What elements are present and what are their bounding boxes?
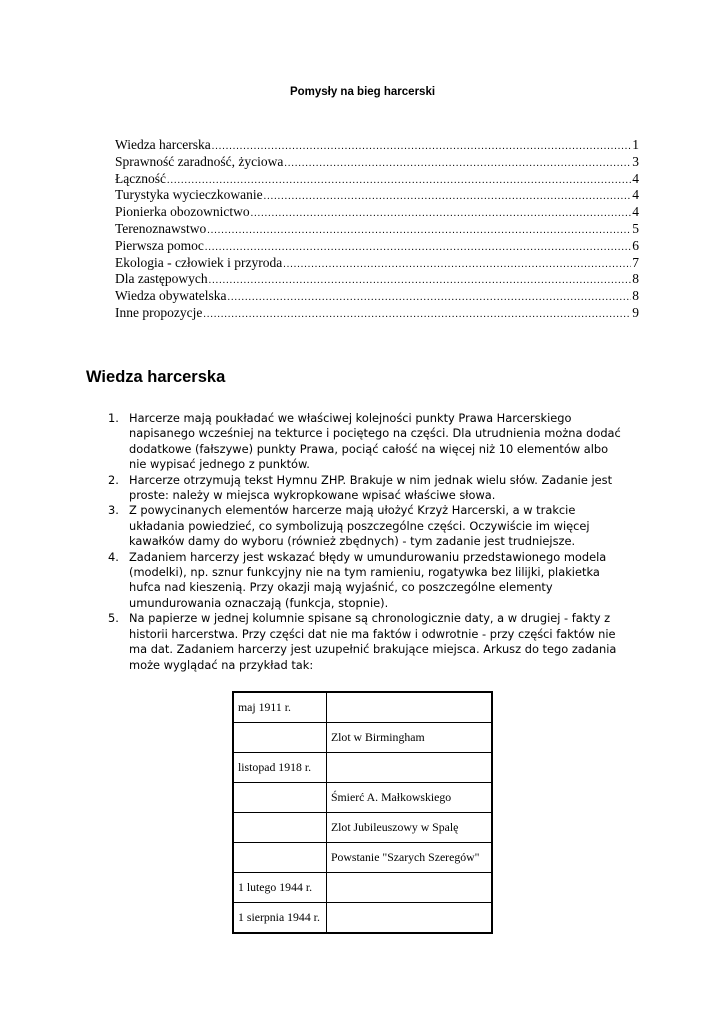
table-row [233,783,492,813]
list-item-number: 3. [108,503,119,518]
fact-cell: Śmierć A. Małkowskiego [326,783,492,813]
toc-leader-dots [207,223,631,240]
fact-cell [326,692,492,723]
toc-entry[interactable] [115,137,639,154]
toc-label: Sprawność zaradność, życiowa [115,153,284,169]
toc-label: Łączność [115,170,166,186]
toc-page-number: 4 [632,170,639,186]
toc-page-number: 1 [632,137,639,152]
fact-cell: Zlot Jubileuszowy w Spalę [326,813,492,843]
list-item [108,611,628,673]
table-of-contents [115,137,639,322]
toc-page-number: 8 [632,271,639,287]
toc-entry[interactable] [115,255,639,272]
table-row [233,723,492,753]
toc-label: Turystyka wycieczkowanie [115,187,263,203]
toc-entry[interactable] [115,171,639,188]
toc-entry[interactable] [115,221,639,238]
toc-leader-dots [228,290,632,307]
toc-page-number: 3 [632,153,639,169]
toc-page-number: 4 [632,204,639,220]
list-item-number: 4. [108,549,119,564]
toc-leader-dots [209,273,632,290]
toc-leader-dots [264,189,632,206]
toc-label: Wiedza harcerska [115,137,211,152]
table-row [233,692,492,723]
toc-label: Terenoznawstwo [115,220,207,236]
list-item-text: Na papierze w jednej kolumnie spisane są chronologicznie daty, a w drugiej - fakty z historii harcerstwa. Przy części dat nie ma faktów i odwrotnie - przy części faktów nie ma dat. Zadaniem harcerzy jest uzupełnić brakujące miejsca. Arkusz do tego zadania może wyglądać na przykład tak: [129,611,617,672]
list-item [108,503,628,549]
list-item [108,473,628,504]
list-item [108,550,628,612]
toc-page-number: 5 [632,220,639,236]
table-row [233,753,492,783]
list-item-number: 2. [108,472,119,487]
list-item-text: Harcerze otrzymują tekst Hymnu ZHP. Brakuje w nim jednak wielu słów. Zadanie jest proste: należy w miejsca wykropkowane wpisać właściwe słowa. [129,472,613,503]
toc-entry[interactable] [115,271,639,288]
date-cell [233,843,326,873]
date-cell: listopad 1918 r. [233,753,326,783]
toc-page-number: 8 [632,288,639,304]
toc-entry[interactable] [115,288,639,305]
toc-page-number: 9 [632,304,639,320]
list-item-number: 5. [108,611,119,626]
toc-label: Pierwsza pomoc [115,237,204,253]
toc-entry[interactable] [115,305,639,322]
history-table [232,691,493,934]
table-row [233,873,492,903]
fact-cell [326,753,492,783]
list-item-text: Harcerze mają poukładać we właściwej kolejności punkty Prawa Harcerskiego napisanego wcześniej na tekturce i pociętego na części. Dla utrudnienia można dodać dodatkowe (fałszywe) punkty Prawa, pociąć całość na więcej niż 10 elementów albo nie wypisać jednego z punktów. [129,411,621,472]
fact-cell: Zlot w Birmingham [326,723,492,753]
toc-page-number: 6 [632,237,639,253]
toc-label: Wiedza obywatelska [115,288,227,304]
toc-leader-dots [251,206,632,223]
date-cell [233,783,326,813]
toc-entry[interactable] [115,187,639,204]
toc-entry[interactable] [115,204,639,221]
table-row [233,903,492,934]
fact-cell [326,903,492,934]
toc-label: Pionierka obozownictwo [115,204,250,220]
toc-leader-dots [283,257,631,274]
list-item [108,411,628,473]
toc-label: Dla zastępowych [115,271,208,287]
date-cell [233,723,326,753]
toc-leader-dots [284,156,631,173]
date-cell [233,813,326,843]
toc-label: Ekologia - człowiek i przyroda [115,254,283,270]
toc-label: Inne propozycje [115,304,203,320]
toc-leader-dots [203,307,631,324]
task-list [108,411,628,673]
section-heading: Wiedza harcerska [86,368,226,386]
table-row [233,843,492,873]
toc-page-number: 4 [632,187,639,203]
toc-entry[interactable] [115,238,639,255]
page-title: Pomysły na bieg harcerski [289,86,436,98]
toc-page-number: 7 [632,254,639,270]
toc-entry[interactable] [115,154,639,171]
fact-cell [326,873,492,903]
list-item-number: 1. [108,411,119,425]
date-cell: maj 1911 r. [233,692,326,723]
list-item-text: Z powycinanych elementów harcerze mają ułożyć Krzyż Harcerski, a w trakcie układania powiedzieć, co symbolizują poszczególne części. Oczywiście im więcej kawałków damy do wyboru (również zbędnych) - tym zadanie jest trudniejsze. [129,503,590,549]
date-cell: 1 sierpnia 1944 r. [233,903,326,934]
fact-cell: Powstanie "Szarych Szeregów" [326,843,492,873]
table-row [233,813,492,843]
date-cell: 1 lutego 1944 r. [233,873,326,903]
list-item-text: Zadaniem harcerzy jest wskazać błędy w umundurowaniu przedstawionego modela (modelki), np. sznur funkcyjny nie na tym ramieniu, rogatywka bez lilijki, plakietka hufca nad kieszenią. Przy okazji mają wyjaśnić, co poszczególne elementy umundurowania oznaczają (funkcja, stopnie). [129,549,607,610]
